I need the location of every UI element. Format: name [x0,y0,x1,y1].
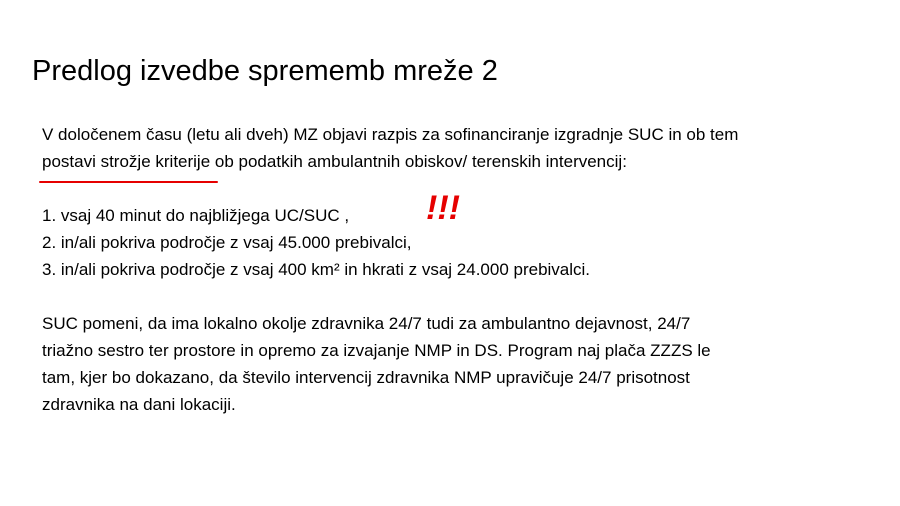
emphasis-exclamation: !!! [426,189,460,227]
underlined-phrase: postavi strožje kriterije [42,148,210,175]
paragraph-2-line-3: tam, kjer bo dokazano, da število intervencij zdravnika NMP upravičuje 24/7 prisotnost [42,368,690,387]
paragraph-2-line-1: SUC pomeni, da ima lokalno okolje zdravnika 24/7 tudi za ambulantno dejavnost, 24/7 [42,314,691,333]
paragraph-1-line-2 [42,148,892,175]
slide-body [42,121,892,418]
spacer [42,283,892,310]
paragraph-1-line-2-rest: ob podatkih ambulantnih obiskov/ terenskih intervencij: [210,152,627,171]
criterion-2: 2. in/ali pokriva področje z vsaj 45.000 prebivalci, [42,233,412,252]
criterion-1: 1. vsaj 40 minut do najbližjega UC/SUC , [42,206,350,225]
paragraph-1-line-1: V določenem času (letu ali dveh) MZ objavi razpis za sofinanciranje izgradnje SUC in ob tem [42,125,739,144]
paragraph-2-line-4: zdravnika na dani lokaciji. [42,395,236,414]
criterion-3: 3. in/ali pokriva področje z vsaj 400 km² in hkrati z vsaj 24.000 prebivalci. [42,260,591,279]
spacer [42,175,892,202]
paragraph-2-line-2: triažno sestro ter prostore in opremo za izvajanje NMP in DS. Program naj plača ZZZS le [42,341,711,360]
slide-title: Predlog izvedbe sprememb mreže 2 [32,55,498,87]
